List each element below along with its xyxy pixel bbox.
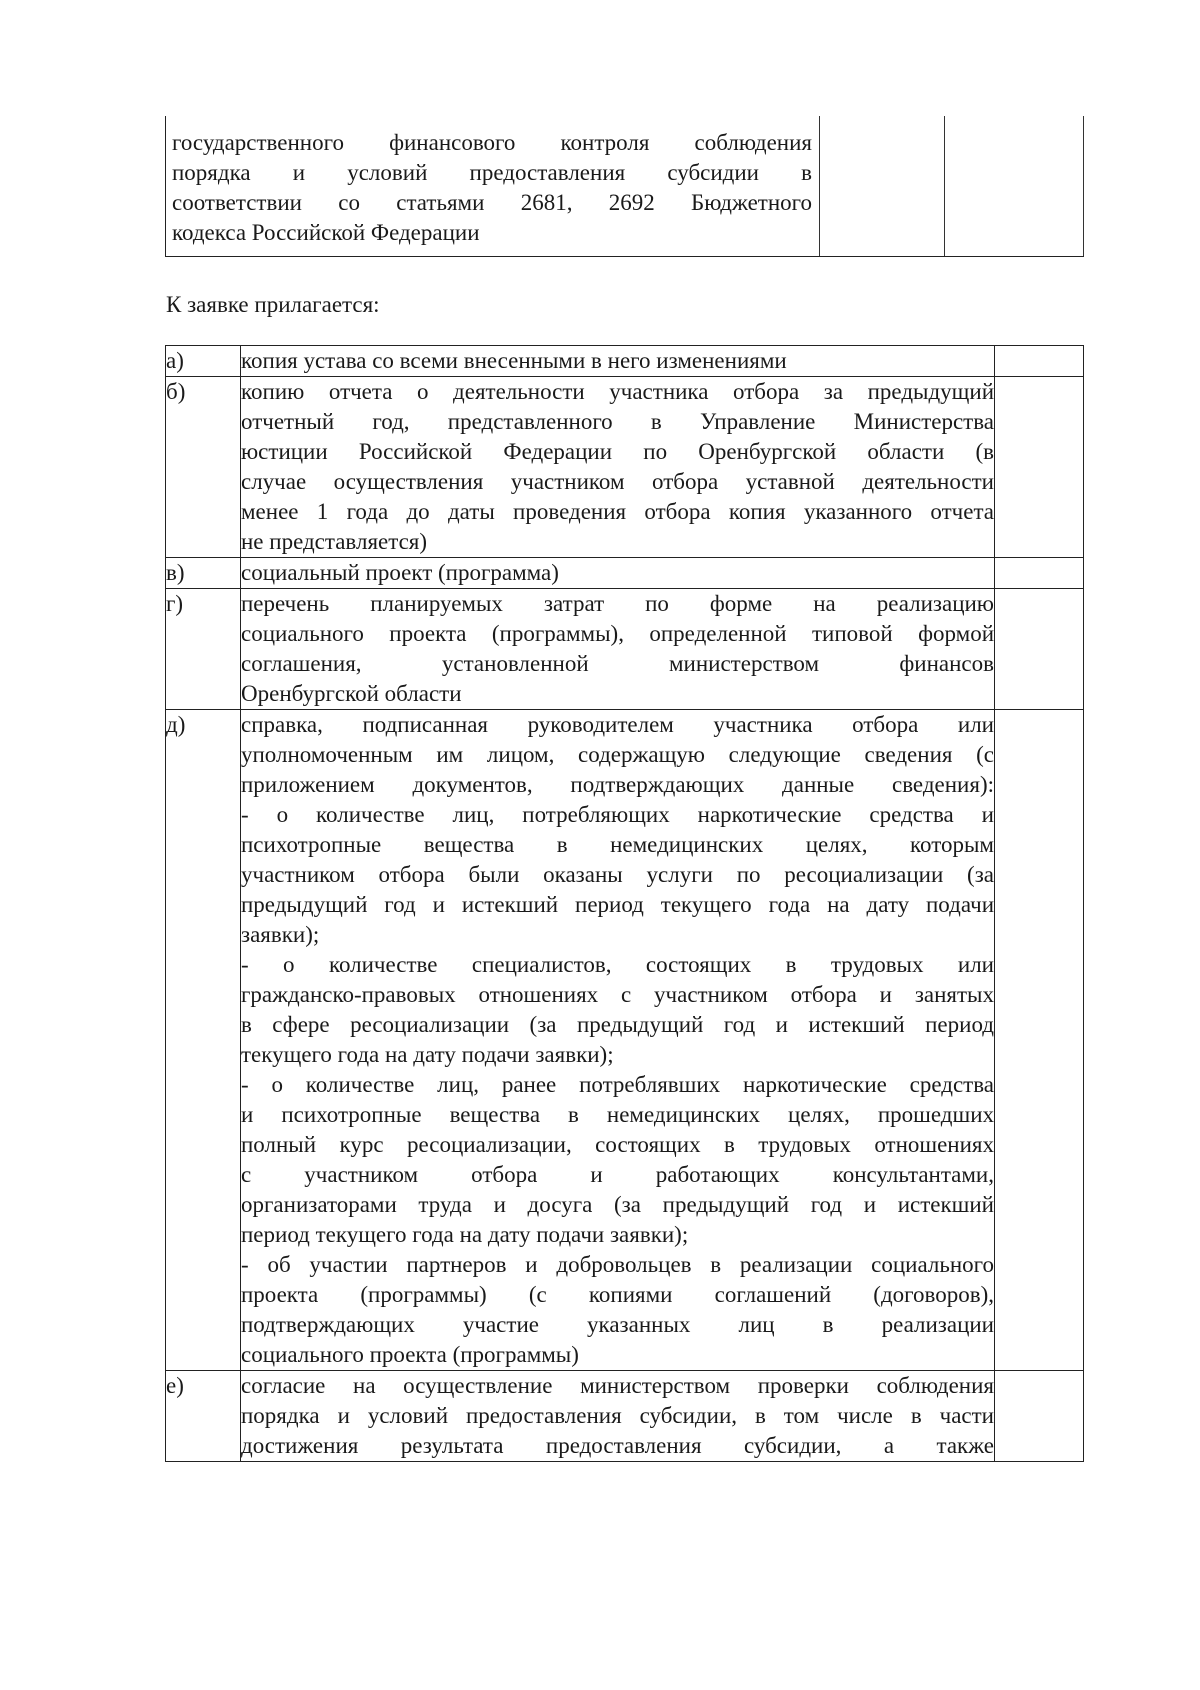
text-line: период текущего года на дату подачи заявки); [241,1222,689,1247]
attachment-description [241,377,995,558]
text-line: копия устава со всеми внесенными в него изменениями [241,348,787,373]
attachment-row [166,377,1084,558]
attachment-description [241,1371,995,1462]
text-line: в сфере ресоциализации (за предыдущий год и истекший период [241,1012,994,1037]
attachment-mark-cell [995,589,1084,710]
text-line: Оренбургской области [241,681,462,706]
text-line: не представляется) [241,529,428,554]
attachment-letter: в) [166,558,241,589]
text-line: - о количестве лиц, потребляющих наркотические средства и [241,802,994,827]
text-line: приложением документов, подтверждающих данные сведения): [241,772,994,797]
text-line: гражданско-правовых отношениях с участником отбора и занятых [241,982,994,1007]
text-line: юстиции Российской Федерации по Оренбургской области (в [241,439,994,464]
attachment-letter: д) [166,710,241,1371]
attachment-row [166,558,1084,589]
text-line: и психотропные вещества в немедицинских целях, прошедших [241,1102,994,1127]
text-line: участником отбора были оказаны услуги по ресоциализации (за [241,862,994,887]
text-line: кодекса Российской Федерации [172,220,480,245]
column-divider [1083,116,1084,256]
attachment-mark-cell [995,558,1084,589]
text-line: уполномоченным им лицом, содержащую следующие сведения (с [241,742,994,767]
text-line: менее 1 года до даты проведения отбора копия указанного отчета [241,499,994,524]
text-line: полный курс ресоциализации, состоящих в трудовых отношениях [241,1132,994,1157]
text-line: психотропные вещества в немедицинских целях, которым [241,832,994,857]
text-line: организаторами труда и досуга (за предыдущий год и истекший [241,1192,994,1217]
column-divider [944,116,945,256]
text-line: отчетный год, представленного в Управление Министерства [241,409,994,434]
text-line: социального проекта (программы) [241,1342,579,1367]
attachment-row [166,589,1084,710]
attachment-row [166,1371,1084,1462]
text-line: подтверждающих участие указанных лиц в реализации [241,1312,994,1337]
text-line: проекта (программы) (с копиями соглашений (договоров), [241,1282,994,1307]
text-line: соглашения, установленной министерством финансов [241,651,994,676]
text-line: справка, подписанная руководителем участника отбора или [241,712,994,737]
continued-table [165,116,1084,257]
attachment-mark-cell [995,377,1084,558]
attachment-letter: б) [166,377,241,558]
attachment-mark-cell [995,1371,1084,1462]
text-line: - о количестве специалистов, состоящих в трудовых или [241,952,994,977]
attachment-description [241,558,995,589]
text-line: достижения результата предоставления субсидии, а также [241,1433,994,1458]
text-line: заявки); [241,922,320,947]
continued-cell-text [172,128,812,248]
attachment-mark-cell [995,346,1084,377]
text-line: копию отчета о деятельности участника отбора за предыдущий [241,379,994,404]
text-line: - об участии партнеров и добровольцев в реализации социального [241,1252,994,1277]
attachments-table [165,345,1084,1462]
text-line: соответствии со статьями 2681, 2692 Бюджетного [172,190,812,215]
attachment-mark-cell [995,710,1084,1371]
text-line: случае осуществления участником отбора уставной деятельности [241,469,994,494]
text-line: порядка и условий предоставления субсидии, в том числе в части [241,1403,994,1428]
attachment-row [166,710,1084,1371]
attachment-row [166,346,1084,377]
text-line: государственного финансового контроля соблюдения [172,130,812,155]
attachment-letter: а) [166,346,241,377]
attachments-intro: К заявке прилагается: [166,292,380,317]
text-line: порядка и условий предоставления субсидии в [172,160,812,185]
attachment-letter: е) [166,1371,241,1462]
text-line: - о количестве лиц, ранее потреблявших наркотические средства [241,1072,994,1097]
text-line: с участником отбора и работающих консультантами, [241,1162,994,1187]
text-line: социальный проект (программа) [241,560,559,585]
text-line: текущего года на дату подачи заявки); [241,1042,614,1067]
attachment-description [241,346,995,377]
attachment-description [241,710,995,1371]
column-divider [819,116,820,256]
text-line: согласие на осуществление министерством проверки соблюдения [241,1373,994,1398]
text-line: социального проекта (программы), определенной типовой формой [241,621,994,646]
text-line: перечень планируемых затрат по форме на реализацию [241,591,994,616]
attachment-letter: г) [166,589,241,710]
text-line: предыдущий год и истекший период текущего года на дату подачи [241,892,994,917]
attachment-description [241,589,995,710]
